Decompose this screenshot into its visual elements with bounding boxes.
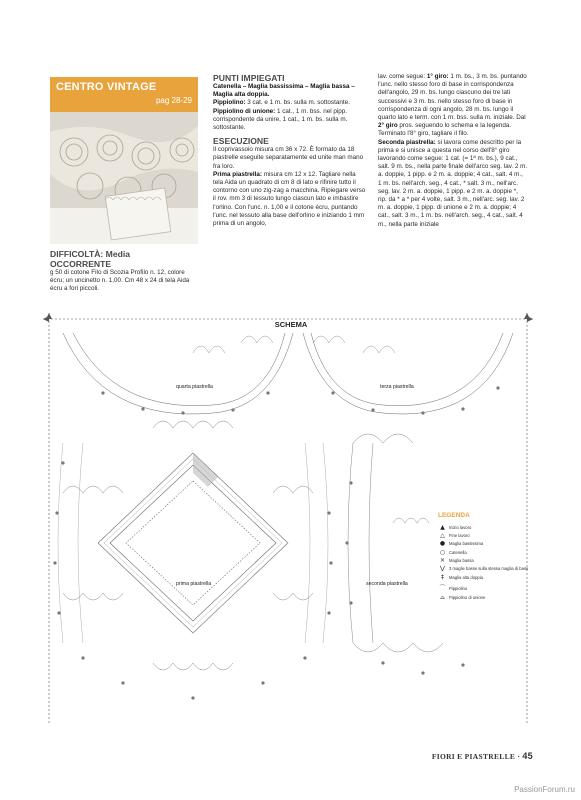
page-number: 45 [522, 751, 533, 761]
materials-text: g 50 di cotone Filo di Scozia Profilo n. 12, colore écru; un uncinetto n. 1,00. Cm 48 x 24 di tela Aida écru a fori piccoli. [50, 269, 190, 293]
label-terza-piastrella: terza piastrella [380, 384, 414, 390]
legend-label: Pippiolino di unione [449, 594, 486, 600]
three-sc-same-base-icon: ⋁ [440, 564, 445, 572]
column-left [50, 249, 200, 294]
rounds-paragraph [378, 73, 528, 139]
legend-row-single-crochet [438, 558, 533, 563]
page-footer [432, 751, 533, 761]
schema-title: SCHEMA [274, 320, 308, 329]
legend-title: LEGENDA [438, 512, 470, 519]
legend-label: Maglia bassissima [449, 541, 484, 547]
legend-label: Fine lavoro [449, 533, 470, 539]
slip-stitch-icon: ● [439, 540, 446, 548]
second-tile-paragraph [378, 139, 528, 229]
second-tile-label: Seconda piastrella: [378, 138, 436, 146]
joining-picot-text: 1 cat., 1 m. bss. nel pipp. corrispondente da unire, 1 cat., 1 m. bs. sulla m. sottostante. [213, 107, 348, 132]
start-icon: ▲ [440, 524, 445, 531]
chain-icon: ○ [439, 548, 446, 556]
rounds-text-b: 1 m. bs., 3 m. bs. puntando l'unc. nello stesso foro di base in corrispondenza dell'angolo, 29 m. bs. lungo ciascuno dei tre lati successivi e 3 m. bs. nello stesso foro di base in corrispondenza di ogni angolo, 28 m. bs. lungo il quarto lato e term. con 1 m. bss. sulla m. iniziale. Dal [378, 73, 527, 122]
header-banner [50, 77, 198, 112]
joining-picot-label: Pippiolino di unione: [213, 107, 276, 115]
double-treble-icon: ‡ [441, 573, 444, 581]
first-tile-label: Prima piastrella: [213, 170, 262, 178]
doily-photo [50, 112, 198, 244]
legend-label: Maglia bassa [449, 557, 474, 563]
footer-separator: · [517, 752, 521, 761]
rounds-text-c: pros. seguendo lo schema e la legenda. Terminato l'8° giro, tagliare il filo. [378, 122, 512, 138]
round1-label: 1° giro: [426, 73, 449, 80]
joining-picot-icon: ⌓ [440, 593, 445, 601]
picot-label: Pippiolino: [213, 99, 246, 107]
round2-label: 2° giro [378, 122, 398, 130]
execution-heading: ESECUZIONE [213, 136, 269, 147]
label-seconda-piastrella: seconda piastrella [366, 581, 408, 587]
footer-section: FIORI E PIASTRELLE [431, 752, 516, 761]
watermark: PassionForum.ru [514, 785, 575, 794]
joining-picot-paragraph [213, 108, 366, 133]
materials-heading: OCCORRENTE [50, 259, 112, 269]
rounds-text-a: lav. come segue: [378, 73, 427, 80]
column-right [378, 73, 528, 229]
legend-row-end [438, 533, 533, 538]
execution-text: Il coprivassoio misura cm 36 x 72. È formato da 18 piastrelle eseguite separatamente ed unite man mano fra loro. [213, 146, 364, 170]
label-quarta-piastrella: quarta piastrella [176, 384, 213, 390]
picot-text: 3 cat. e 1 m. bs. sulla m. sottostante. [245, 99, 350, 107]
picot-paragraph [213, 99, 366, 107]
legend-row-joining-picot [438, 595, 533, 600]
legend-row-slip-stitch [438, 541, 533, 546]
legend-row-start [438, 525, 533, 530]
article-pages: pag 28-29 [155, 96, 192, 105]
legend [438, 512, 533, 603]
difficulty-heading: DIFFICOLTÀ: Media [50, 249, 131, 259]
legend-row-picot [438, 586, 533, 591]
legend-label: Inizio lavoro [449, 525, 472, 530]
legend-label: Maglia alta doppia [449, 574, 483, 580]
legend-row-three-sc [438, 566, 533, 571]
legend-row-chain [438, 550, 533, 555]
legend-row-double-treble [438, 575, 533, 580]
article-title: CENTRO VINTAGE [56, 81, 157, 93]
legend-label: Pippiolino [449, 585, 468, 591]
legend-label: 3 maglie basse sulla stessa maglia di base [449, 565, 529, 571]
end-icon: △ [440, 532, 445, 540]
legend-label: Catenella [449, 549, 467, 555]
stitches-heading: PUNTI IMPIEGATI [213, 73, 285, 83]
stitches-list: Catenella – Maglia bassissima – Maglia bassa – Maglia alta doppia. [213, 83, 355, 99]
first-tile-text: misura cm 12 x 12. Tagliare nella tela Aida un quadrato di cm 8 di lato e rifinire tutto il contorno con uno zig-zag a macchina. Ripiegare verso il rov. mm 3 di tessuto lungo ciascun lato e imbastire l'orlino. Con l'unc. n. 1,00 e il cotone écru, puntando l'unc. nel tessuto alla base dell'orlino e iniziando 1 mm prima di un angolo, [213, 170, 366, 228]
column-middle [213, 73, 366, 228]
single-crochet-icon: × [439, 556, 446, 564]
doily-photo-illustration [50, 112, 198, 244]
first-tile-paragraph [213, 171, 366, 228]
picot-icon: ⌒ [439, 584, 446, 592]
second-tile-text: si lavora come descritto per la prima e si unisce a questa nel corso dell'8° giro lavorando come segue: 1 cat. (= 1ª m. bs.), 9 cat., salt. 9 m. bs., nella parte finale dell'arco seg. lav. 2 m. a. doppie, 1 pipp. e 2 m. a. doppie; 4 cat., salt. 4 m., 1 m. bs. nell'arch. seg., 4 cat., * salt. 3 m., nell'arc. seg. lav. 2 m. a. doppie, 1 pipp. e 2 m. a. doppie *, rip. da * a * per 4 volte, salt. 3 m., nell'arc. seg. lav. 2 m. a. doppie, 1 pipp. di unione e 2 m. a. doppie; 4 cat., salt. 3 m., 1 m. bs. nell'arch. seg., 4 cat., salt. 4 m., nella parte iniziale [378, 138, 528, 228]
label-prima-piastrella: prima piastrella [176, 581, 212, 587]
